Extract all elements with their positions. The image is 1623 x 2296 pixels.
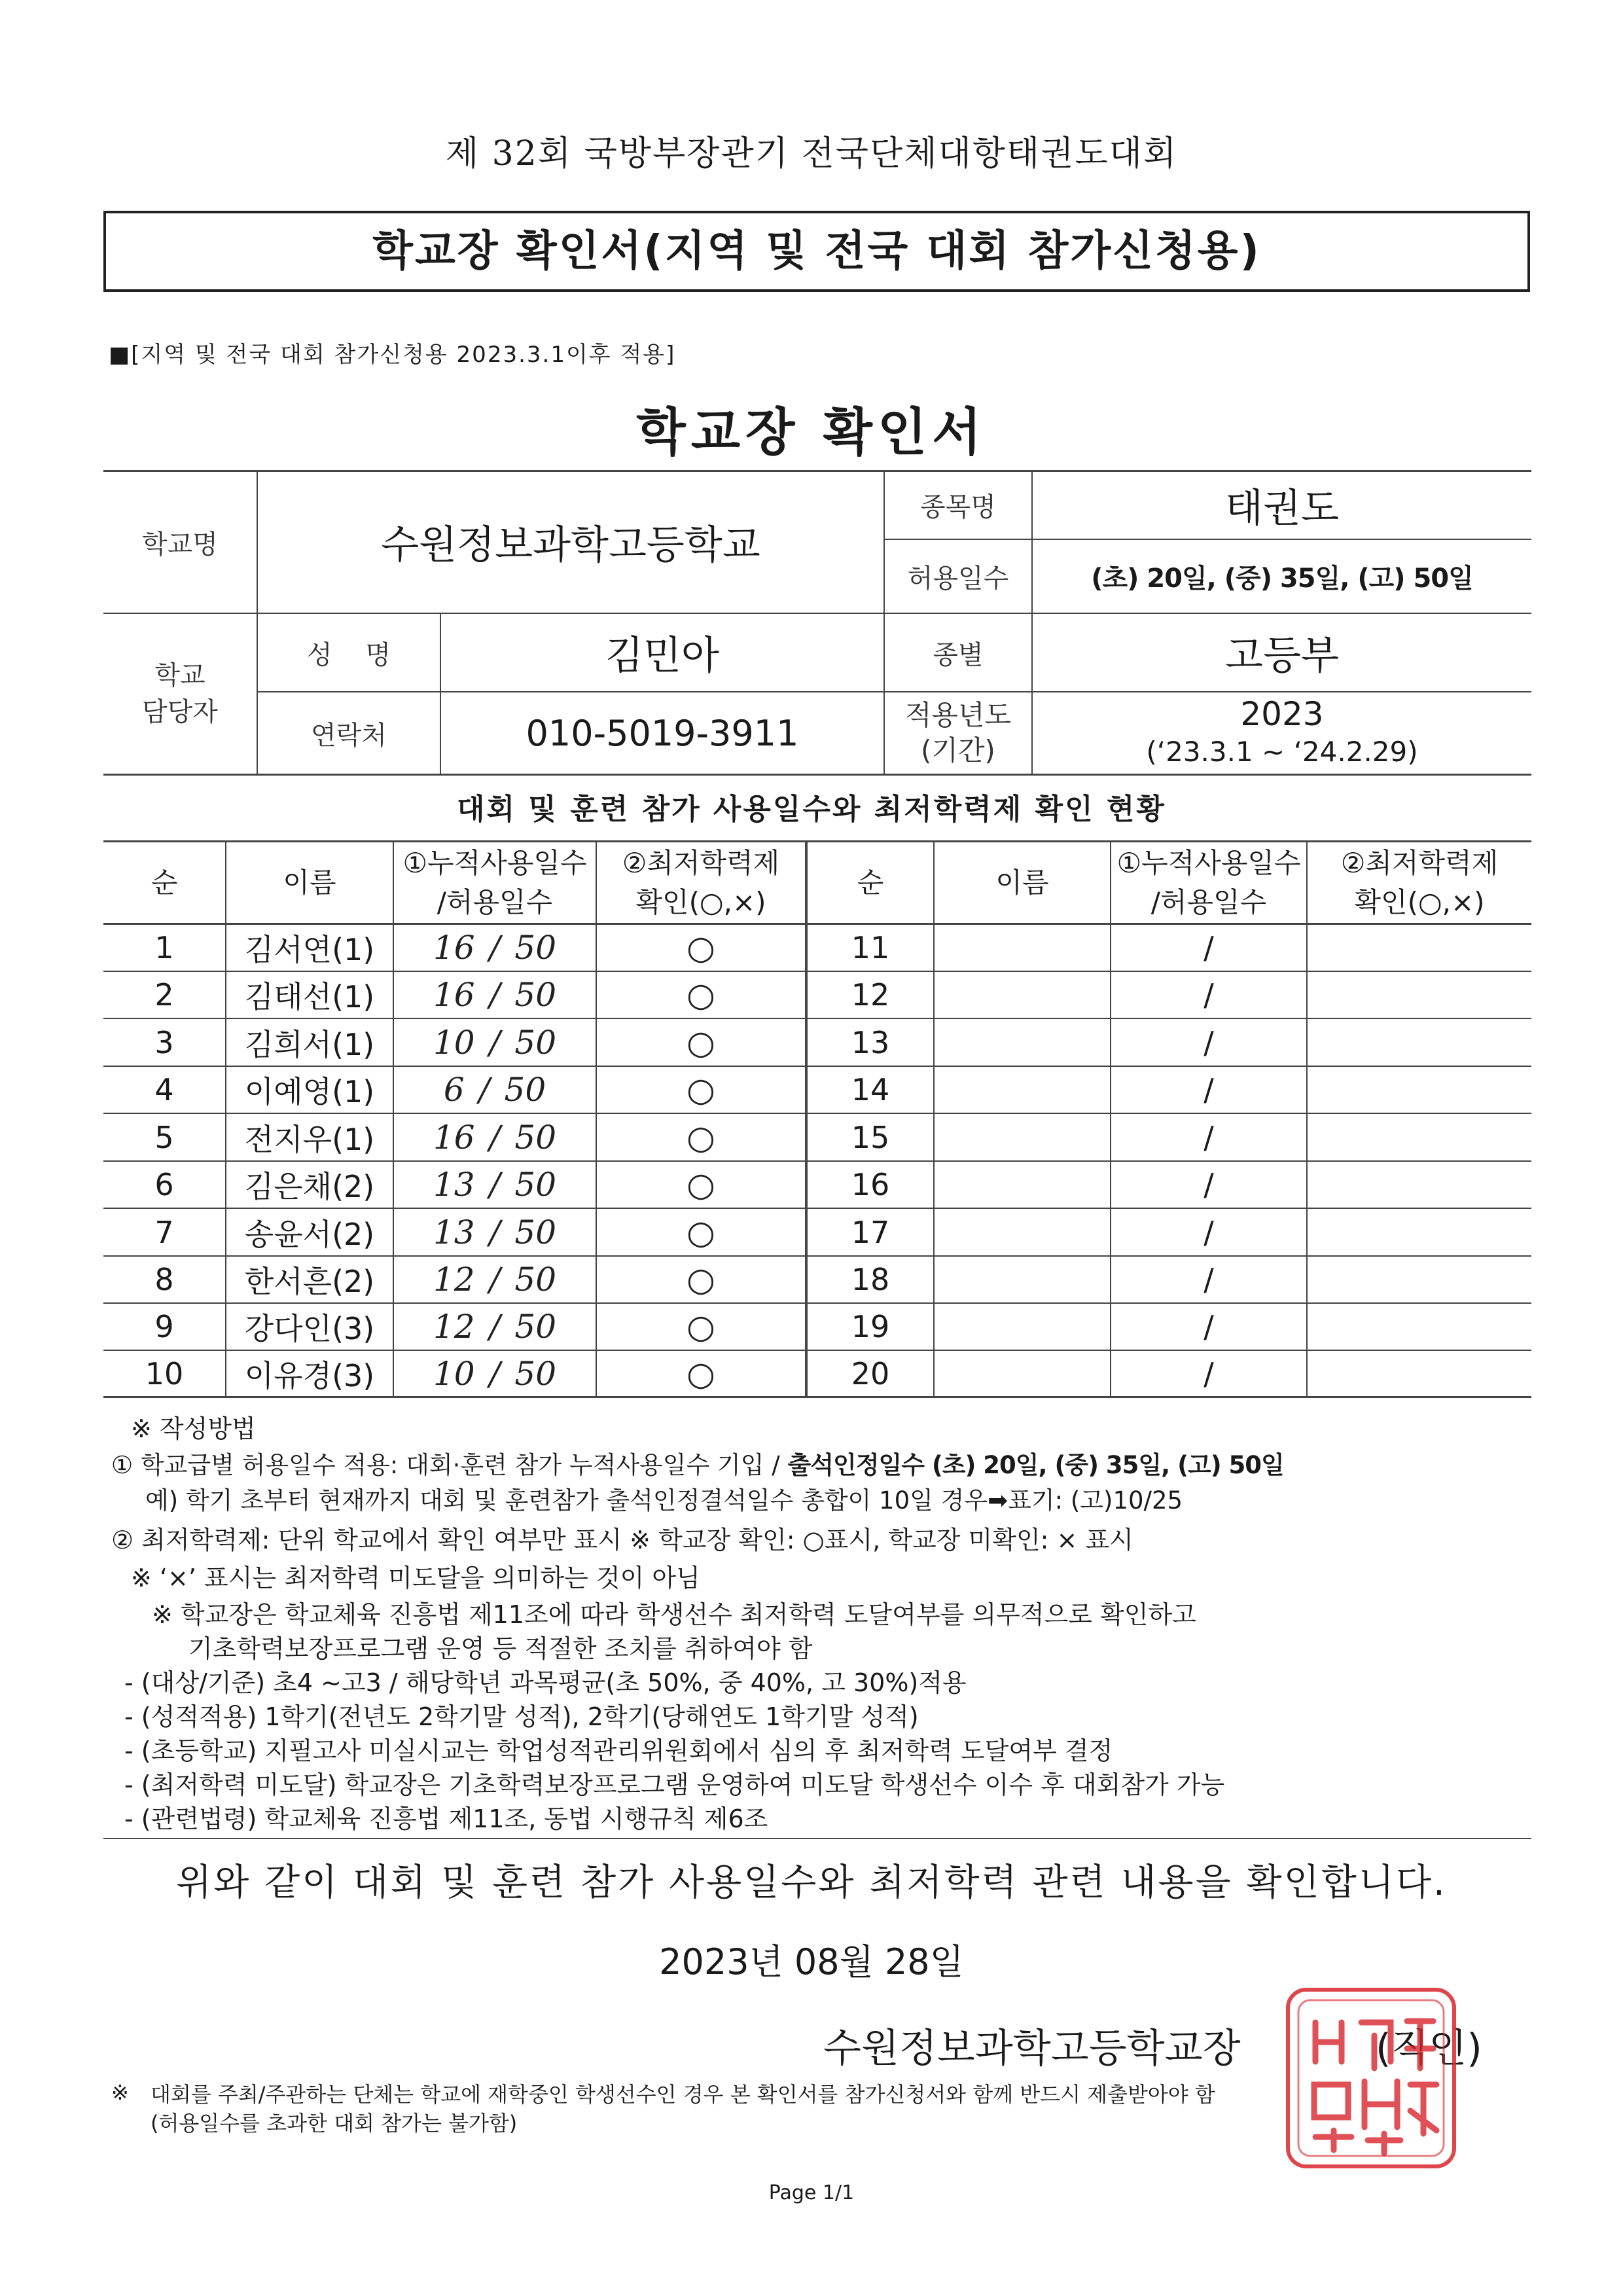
confirmation-statement: 위와 같이 대회 및 훈련 참가 사용일수와 최저학력 관련 내용을 확인합니다. [176, 1861, 1447, 1904]
row-name: 김서연(1) [244, 932, 375, 967]
sign-date: 2023년 08월 28일 [659, 1941, 964, 1982]
year-label-line2: (기간) [921, 734, 995, 766]
used-days: 13 [433, 1213, 475, 1251]
allowed-days-value: (초) 20일, (중) 35일, (고) 50일 [1091, 564, 1473, 594]
row-seq-right: 12 [851, 977, 890, 1013]
row-slash-right: / [1204, 930, 1214, 965]
row-name: 송윤서(2) [244, 1216, 375, 1252]
footer-note [131, 2080, 1215, 2138]
row-slash-right: / [1204, 1119, 1214, 1155]
header-seq-left: 순 [151, 866, 178, 899]
row-seq-right: 20 [851, 1355, 890, 1391]
note-3: ※ ‘×’ 표시는 최저학력 미도달을 의미하는 것이 아님 [131, 1564, 700, 1592]
document-title: 학교장 확인서 [636, 403, 987, 462]
header-check-line2: 확인(○,×) [635, 886, 766, 918]
row-slash-right: / [1204, 1309, 1214, 1344]
row-name: 이예영(1) [244, 1074, 375, 1109]
used-days: 16 [433, 1118, 475, 1157]
row-name: 김태선(1) [244, 979, 375, 1014]
header-days-line2: /허용일수 [1150, 886, 1267, 918]
note-10: - (관련법령) 학교체육 진흥법 제11조, 동법 시행규칙 제6조 [124, 1804, 768, 1833]
allowed-days: 50 [514, 1166, 557, 1204]
note-2: ② 최저학력제: 단위 학교에서 확인 여부만 표시 ※ 학교장 확인: ○표시, 학교장 미확인: × 표시 [111, 1526, 1133, 1554]
note-8: - (초등학교) 지필고사 미실시교는 학업성적관리위원회에서 심의 후 최저학력 도달여부 결정 [124, 1736, 1113, 1765]
row-check: ○ [687, 1071, 715, 1109]
header-check-line1: ②최저학력제 [1340, 846, 1499, 879]
division-value: 고등부 [1225, 633, 1339, 679]
row-name: 김은채(2) [244, 1169, 375, 1204]
note-1-example: 예) 학기 초부터 현재까지 대회 및 훈련참가 출석인정결석일수 총합이 10일 경우➡표기: (고)10/25 [145, 1486, 1183, 1515]
row-seq-right: 11 [851, 930, 890, 965]
header-days-line2: /허용일수 [437, 886, 553, 918]
year-cell [1033, 692, 1531, 774]
row-check: ○ [687, 929, 715, 967]
note-7: - (성적적용) 1학기(전년도 2학기말 성적), 2학기(당해연도 1학기말 성적) [124, 1702, 919, 1731]
row-seq: 2 [154, 977, 174, 1013]
used-days: 13 [433, 1166, 475, 1204]
status-title: 대회 및 훈련 참가 사용일수와 최저학력제 확인 현황 [457, 793, 1166, 826]
note-6: - (대상/기준) 초4 ~고3 / 해당학년 과목평균(초 50%, 중 40%, 고 30%)적용 [124, 1668, 967, 1697]
allowed-days: 50 [514, 1308, 557, 1346]
used-days: 16 [433, 976, 475, 1014]
row-seq: 7 [154, 1214, 174, 1250]
header-check-right [1308, 842, 1531, 923]
used-days: 10 [433, 1023, 475, 1062]
school-label: 학교명 [142, 529, 218, 560]
official-seal-stamp [1276, 1977, 1466, 2179]
row-slash-right: / [1204, 1024, 1214, 1060]
row-days: 13 / 50 [433, 1166, 557, 1204]
row-slash-right: / [1204, 1072, 1214, 1107]
phone-value: 010-5019-3911 [526, 712, 799, 754]
name-value: 김민아 [605, 633, 719, 679]
row-seq-right: 16 [851, 1167, 890, 1202]
used-days: 10 [433, 1354, 475, 1393]
row-slash-right: / [1204, 1262, 1214, 1297]
row-name: 이유경(3) [244, 1357, 375, 1393]
contact-group-label [103, 614, 257, 774]
row-seq: 3 [154, 1024, 174, 1060]
header-seq-right: 순 [857, 866, 884, 899]
row-days: 12 / 50 [433, 1261, 557, 1299]
row-check: ○ [687, 976, 715, 1014]
row-check: ○ [687, 1166, 715, 1204]
row-seq-right: 14 [851, 1072, 890, 1107]
division-label: 종별 [933, 639, 984, 670]
header-box-title: 학교장 확인서(지역 및 전국 대회 참가신청용) [372, 227, 1261, 276]
sport-label: 종목명 [920, 492, 996, 522]
scope-note: ■[지역 및 전국 대회 참가신청용 2023.3.1이후 적용] [109, 342, 676, 368]
used-days: 12 [433, 1308, 475, 1346]
used-days: 6 [443, 1071, 465, 1109]
row-seq-right: 13 [851, 1024, 890, 1060]
row-name: 전지우(1) [244, 1121, 375, 1157]
contact-group-label-line1: 학교 [154, 660, 205, 691]
year-value: 2023 [1240, 695, 1324, 733]
row-seq: 8 [154, 1262, 174, 1297]
used-days: 12 [433, 1261, 475, 1299]
header-days-left [394, 842, 596, 923]
row-slash-right: / [1204, 1355, 1214, 1391]
row-days: 12 / 50 [433, 1308, 557, 1346]
sport-value: 태권도 [1225, 485, 1339, 531]
allowed-days: 50 [504, 1071, 546, 1109]
signer-name: 수원정보과학고등학교장 [823, 2026, 1241, 2072]
row-check: ○ [687, 1118, 715, 1157]
allowed-days: 50 [514, 1118, 557, 1157]
row-days: 10 / 50 [433, 1023, 557, 1062]
row-days: 10 / 50 [433, 1354, 557, 1393]
row-seq-right: 15 [851, 1119, 890, 1155]
school-name: 수원정보과학고등학교 [381, 522, 760, 568]
header-check-line1: ②최저학력제 [622, 846, 780, 879]
row-days: 16 / 50 [433, 929, 557, 967]
header-name-right: 이름 [995, 866, 1049, 899]
row-slash-right: / [1204, 1214, 1214, 1250]
year-label-line1: 적용년도 [904, 699, 1012, 731]
row-name: 김희서(1) [244, 1026, 375, 1062]
note-5: 기초학력보장프로그램 운영 등 적절한 조치를 취하여야 함 [188, 1634, 813, 1663]
header-days-line1: ①누적사용일수 [1116, 846, 1301, 879]
allowed-days-label: 허용일수 [907, 564, 1009, 594]
header-days-line1: ①누적사용일수 [402, 846, 587, 879]
footer-line-2: (허용일수를 초과한 대회 참가는 불가함) [151, 2111, 518, 2136]
year-label [885, 692, 1031, 774]
notes-heading: ※ 작성방법 [131, 1414, 256, 1443]
row-check: ○ [687, 1308, 715, 1346]
row-seq: 9 [154, 1309, 174, 1344]
allowed-days: 50 [514, 929, 557, 967]
row-check: ○ [687, 1261, 715, 1299]
allowed-days: 50 [514, 1261, 557, 1299]
row-seq: 10 [145, 1355, 184, 1391]
row-slash-right: / [1204, 977, 1214, 1013]
footer-line-1: 대회를 주최/주관하는 단체는 학교에 재학중인 학생선수인 경우 본 확인서를 참가신청서와 함께 반드시 제출받아야 함 [151, 2082, 1215, 2107]
used-days: 16 [433, 929, 475, 967]
page-number: Page 1/1 [768, 2181, 855, 2204]
row-seq: 6 [154, 1167, 174, 1202]
footer-mark: ※ [111, 2080, 129, 2105]
allowed-days: 50 [514, 1213, 557, 1251]
row-seq: 5 [154, 1119, 174, 1155]
row-name: 강다인(3) [244, 1311, 375, 1346]
row-seq-right: 19 [851, 1309, 890, 1344]
header-check-left [597, 842, 805, 923]
row-days: 13 / 50 [433, 1213, 557, 1251]
allowed-days: 50 [514, 976, 557, 1014]
row-days: 16 / 50 [433, 1118, 557, 1157]
allowed-days: 50 [514, 1354, 557, 1393]
name-label: 성 명 [306, 639, 391, 670]
row-check: ○ [687, 1213, 715, 1251]
row-check: ○ [687, 1023, 715, 1062]
note-4: ※ 학교장은 학교체육 진흥법 제11조에 따라 학생선수 최저학력 도달여부를 의무적으로 확인하고 [152, 1600, 1196, 1629]
seal-label: (직인) [1376, 2026, 1482, 2072]
phone-label: 연락처 [311, 720, 387, 751]
row-days: 6 / 50 [443, 1071, 546, 1109]
contact-group-label-line2: 담당자 [142, 697, 218, 727]
event-title: 제 32회 국방부장관기 전국단체대항태권도대회 [445, 134, 1178, 173]
row-check: ○ [687, 1354, 715, 1393]
allowed-days: 50 [514, 1023, 557, 1062]
row-seq: 1 [154, 930, 174, 965]
row-seq-right: 18 [851, 1262, 890, 1297]
row-slash-right: / [1204, 1167, 1214, 1202]
period-value: (‘23.3.1 ~ ‘24.2.29) [1146, 736, 1418, 768]
row-days: 16 / 50 [433, 976, 557, 1014]
note-1: ① 학교급별 허용일수 적용: 대회·훈련 참가 누적사용일수 기입 / 출석인정일수 (초) 20일, (중) 35일, (고) 50일 [111, 1451, 1284, 1479]
header-name-left: 이름 [283, 866, 336, 899]
notes-divider [103, 1838, 1531, 1839]
header-box [103, 211, 1530, 292]
row-seq-right: 17 [851, 1214, 890, 1250]
header-check-line2: 확인(○,×) [1354, 886, 1485, 918]
note-9: - (최저학력 미도달) 학교장은 기초학력보장프로그램 운영하여 미도달 학생선수 이수 후 대회참가 가능 [124, 1770, 1225, 1799]
row-seq: 4 [154, 1072, 174, 1107]
header-days-right [1111, 842, 1306, 923]
row-name: 한서흔(2) [244, 1264, 375, 1299]
